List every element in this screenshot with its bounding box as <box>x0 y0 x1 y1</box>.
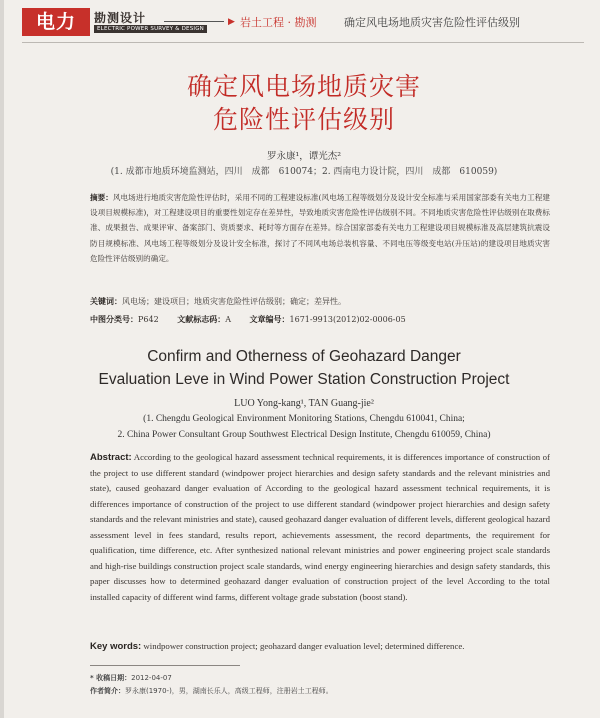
cn-keywords-label: 关键词： <box>90 297 122 306</box>
cn-affiliation: (1. 成都市地质环境监测站，四川 成都 610074；2. 西南电力设计院，四川 成都 610059) <box>110 167 498 177</box>
header-rule <box>22 42 584 43</box>
magazine-logo: 电力 <box>22 8 90 36</box>
en-keywords-text: windpower construction project; geohazard danger evaluation level; determined difference. <box>143 641 465 651</box>
cn-classification <box>90 314 570 325</box>
section-arrow-icon: ▶ <box>228 17 235 27</box>
running-title: 确定风电场地质灾害危险性评估级别 <box>344 16 520 29</box>
article-number-label: 文章编号： <box>249 315 290 324</box>
en-abstract-label: Abstract: <box>90 452 132 463</box>
author-bio <box>90 686 570 696</box>
cn-abstract-text: 风电场进行地质灾害危险性评估时，采用不同的工程建设标准(风电场工程等级划分及设计安全标准与采用国家部委有关电力工程建设项目规模标准)，对工程建设项目的重要性划定存在差异性，导致地质灾害危险性评估级别不同。不同地质灾害危险性评估级别在取费标准、成果报告、成果评审、备案部门、资质要求、耗时等方面存在差异。综合国家部委有关电力工程建设项目规模标准及高层建筑抗震设防目规模标准、风电场工程等级划分及设计安全标准，探讨了不同风电场总装机容量、不同电压等级变电站(升压站)的建设项目地质灾害危险性评估级别的确定。 <box>90 193 550 263</box>
en-keywords <box>90 641 560 652</box>
en-title-line1: Confirm and Otherness of Geohazard Danger <box>147 348 461 365</box>
section-label: 岩土工程 · 勘测 <box>240 16 317 29</box>
en-abstract <box>90 450 550 605</box>
doc-code-label: 文献标志码： <box>177 315 226 324</box>
en-keywords-label: Key words: <box>90 641 142 652</box>
cn-keywords <box>90 296 550 307</box>
en-affiliation-line1: (1. Chengdu Geological Environment Monitoring Stations, Chengdu 610041, China; <box>143 414 465 424</box>
en-affiliation-line2: 2. China Power Consultant Group Southwest Electrical Design Institute, Chengdu 610059, China) <box>117 430 491 440</box>
cn-title-line2: 危险性评估级别 <box>212 105 395 134</box>
cn-keywords-text: 风电场；建设项目；地质灾害危险性评估级别；确定；差异性。 <box>122 297 346 306</box>
en-authors: LUO Yong-kang¹, TAN Guang-jie² <box>234 398 374 409</box>
cn-authors: 罗永康¹，谭光杰² <box>266 151 342 162</box>
masthead <box>22 8 584 38</box>
received-date <box>90 673 570 683</box>
article-number-value: 1671-9913(2012)02-0006-05 <box>289 315 406 324</box>
received-value: 2012-04-07 <box>131 674 172 682</box>
footnote-rule <box>90 665 240 666</box>
class-value: P642 <box>138 315 159 324</box>
received-label: * 收稿日期： <box>90 674 132 682</box>
cn-title-line1: 确定风电场地质灾害 <box>186 72 421 101</box>
cn-abstract-label: 摘要： <box>90 193 113 202</box>
en-abstract-text: According to the geological hazard assessment technical requirements, it is differences importance of construction of the project to use different standard (windpower project hierarchies and design safety standards and the relevant ministries and state), caused geohazard danger evaluation of According to the geological hazard assessment technical requirements, it is differences importance of construction of the project to use different standard (windpower project hierarchies and design safety standards and the relevant ministries and state), caused geohazard danger evaluation of different levels, different geological hazard assessment level in fees standard, results report, achievements assessment, the record departments, the requirement for qualification, time difference, etc. After synthesized national relevant ministries and power engineering project scale standards and high-rise buildings construction project scale standards, wind energy engineering hierarchies and design safety standards, this paper discusses how to determined geohazard danger evaluation of construction project of the level According to the total installed capacity of different wind farms, different voltage grade substation (boost stand). <box>90 452 550 602</box>
magazine-name: 勘测设计 <box>94 11 147 25</box>
cn-abstract <box>90 190 550 266</box>
author-bio-label: 作者简介： <box>90 687 125 695</box>
class-label: 中图分类号： <box>90 315 138 324</box>
doc-code-value: A <box>225 315 231 324</box>
en-title-line2: Evaluation Leve in Wind Power Station Construction Project <box>98 371 510 388</box>
masthead-divider <box>164 21 224 22</box>
author-bio-value: 罗永康(1970-)，男，湖南长乐人，高级工程师，注册岩土工程师。 <box>125 687 333 695</box>
magazine-subtitle: ELECTRIC POWER SURVEY & DESIGN <box>94 25 207 33</box>
